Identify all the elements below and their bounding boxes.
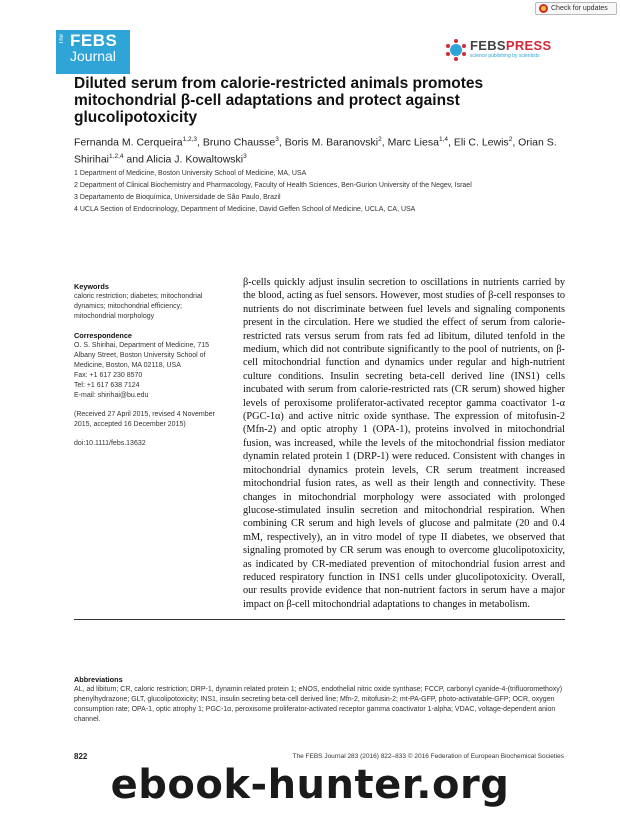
- author-name: Alicia J. Kowaltowski: [146, 153, 244, 165]
- received-dates: (Received 27 April 2015, revised 4 November 2015, accepted 16 December 2015): [74, 411, 215, 428]
- correspondence-line: Albany Street, Boston University School of: [74, 352, 206, 359]
- affiliation-line: 4 UCLA Section of Endocrinology, Department of Medicine, David Geffen School of Medicine, UCLA, CA, USA: [74, 206, 416, 213]
- author-name: Fernanda M. Cerqueira: [74, 136, 183, 149]
- crossmark-icon: [539, 4, 548, 13]
- logo-line2: Journal: [70, 48, 116, 64]
- doi-link[interactable]: doi:10.1111/febs.13632: [74, 440, 146, 447]
- article-sidebar: [74, 282, 224, 458]
- correspondence-line: Medicine, Boston, MA 02118, USA: [74, 362, 181, 369]
- correspondence-email[interactable]: E-mail: shirihai@bu.edu: [74, 392, 149, 399]
- author-affiliation-marker: 2: [378, 136, 382, 143]
- affiliation-line: 1 Department of Medicine, Boston University School of Medicine, MA, USA: [74, 170, 307, 177]
- logo-line1: FEBS: [70, 31, 118, 50]
- watermark-text: ebook-hunter.org: [110, 762, 510, 808]
- section-divider: [74, 619, 565, 620]
- abbreviations-text: AL, ad libitum; CR, caloric restriction; DRP-1, dynamin related protein 1; eNOS, endothelial nitric oxide synthase; FCCP, carbonyl cyanide-4-(trifluoromethoxy) phenylhydrazone; GLT, glucolipotoxicity; INS1, insulin secreting beta-cell derived line; Mfn-2, mitofusin-2; mt-PA-GFP, photo-activatable-GFP; OCR, oxygen consumption rate; OPA-1, optic atrophy 1; PGC-1α, peroxisome proliferator-activated receptor gamma coactivator 1-alpha; VDAC, voltage-dependent anion channel.: [74, 686, 563, 723]
- febs-press-logo: [444, 38, 564, 64]
- author-name: Orian S. Shirihai: [74, 136, 557, 165]
- article-title: Diluted serum from calorie-restricted animals promotes mitochondrial β-cell adaptations and protect against glucolipotoxicity: [74, 75, 484, 126]
- author-affiliation-marker: 2: [508, 136, 513, 143]
- abstract-text: β-cells quickly adjust insulin secretion to oscillations in nutrients carried by the blood, acting as fuel sensors. However, most studies of β-cell responses to nutrients do not discriminate between fuel levels and signaling components present in the circulation. Here we studied the effect of serum from calorie-restricted rats versus serum from rats fed ad libitum, diluted tenfold in the medium, which did not contribute significantly to the pool of nutrients, on β-cell mitochondrial function and dynamics under regular and high-nutrient culture conditions. Insulin secreting beta-cell derived line (INS1) cells incubated with serum from calorie-restricted rats (CR serum) showed higher levels of peroxisome proliferator-activated receptor gamma coactivator 1-α (PGC-1α) and active nitric oxide synthase. The expression of mitofusin-2 (Mfn-2) and optic atrophy 1 (OPA-1), proteins involved in mitochondrial fusion, was increased, while the levels of the mitochondrial fission mediator dynamin related protein 1 (DRP-1) were reduced. Consistent with changes in mitochondrial dynamics protein levels, CR serum treatment increased mitochondrial fusion rates, as well as their length and connectivity. These changes in mitochondrial morphology were associated with prolonged glucose-stimulated insulin secretion and mitochondrial respiration. When combining CR serum and high levels of glucose and palmitate (20 and 0.4 mM, respectively), an in vitro model of type II diabetes, we observed that signaling promoted by CR serum was enough to overcome glucolipotoxicity, as indicated by CR-mediated prevention of mitochondrial fusion arrest and reduced respiratory function in INS1 cells under glucolipotoxicity. Overall, our results provide evidence that non-nutrient factors in serum have a major impact on β-cell mitochondrial adaptations to changes in metabolism.: [243, 277, 565, 610]
- author-name: Bruno Chausse: [202, 136, 276, 149]
- author-affiliation-marker: 1,2,3: [182, 136, 198, 143]
- author-name: Boris M. Baranovski: [284, 136, 379, 149]
- author-affiliation-marker: 1,2,4: [109, 152, 124, 160]
- logo-prefix: The: [59, 34, 65, 45]
- correspondence-line: Tel: +1 617 638 7124: [74, 382, 140, 389]
- correspondence-line: O. S. Shirihai, Department of Medicine, 715: [74, 342, 210, 349]
- affiliation-line: 3 Departamento de Bioquímica, Universidade de São Paulo, Brazil: [74, 194, 281, 201]
- check-for-updates-button[interactable]: [535, 2, 617, 15]
- author-affiliation-marker: 3: [243, 152, 247, 160]
- press-tagline: science publishing by scientists: [470, 53, 540, 59]
- author-name: Marc Liesa: [387, 136, 439, 149]
- keywords-heading: Keywords: [74, 282, 109, 291]
- author-list: Fernanda M. Cerqueira$^{1,2,3}$, Bruno Chausse$^3$, Boris M. Baranovski$^2$, Marc Liesa$^{1,4}$, Eli C. Lewis$^2$, Orian S. Shirihai$^{1,2,4}$ and Alicia J. Kowaltowski$^3$: [74, 136, 557, 165]
- affiliation-line: 2 Department of Clinical Biochemistry and Pharmacology, Faculty of Health Sciences, Ben-Gurion University of the Negev, Israel: [74, 182, 472, 189]
- journal-footer: The FEBS Journal 283 (2016) 822–833 © 2016 Federation of European Biochemical Societies: [292, 753, 564, 760]
- author-affiliation-marker: 1,4: [438, 136, 448, 143]
- febs-press-emblem-icon: [444, 38, 468, 62]
- page-number: 822: [74, 752, 88, 761]
- keywords-text: caloric restriction; diabetes; mitochondrial dynamics; mitochondrial efficiency; mitochondrial morphology: [74, 293, 203, 320]
- check-for-updates-label: Check for updates: [551, 5, 608, 12]
- febs-journal-logo: [56, 30, 130, 74]
- correspondence-heading: Correspondence: [74, 331, 132, 340]
- author-affiliation-marker: 3: [275, 136, 279, 143]
- correspondence-line: Fax: +1 617 230 8570: [74, 372, 143, 379]
- abbreviations-block: [74, 675, 565, 725]
- abbreviations-heading: Abbreviations: [74, 675, 123, 684]
- press-name: FEBSPRESS: [470, 38, 552, 53]
- author-name: Eli C. Lewis: [453, 136, 509, 149]
- affiliation-list: [74, 168, 564, 216]
